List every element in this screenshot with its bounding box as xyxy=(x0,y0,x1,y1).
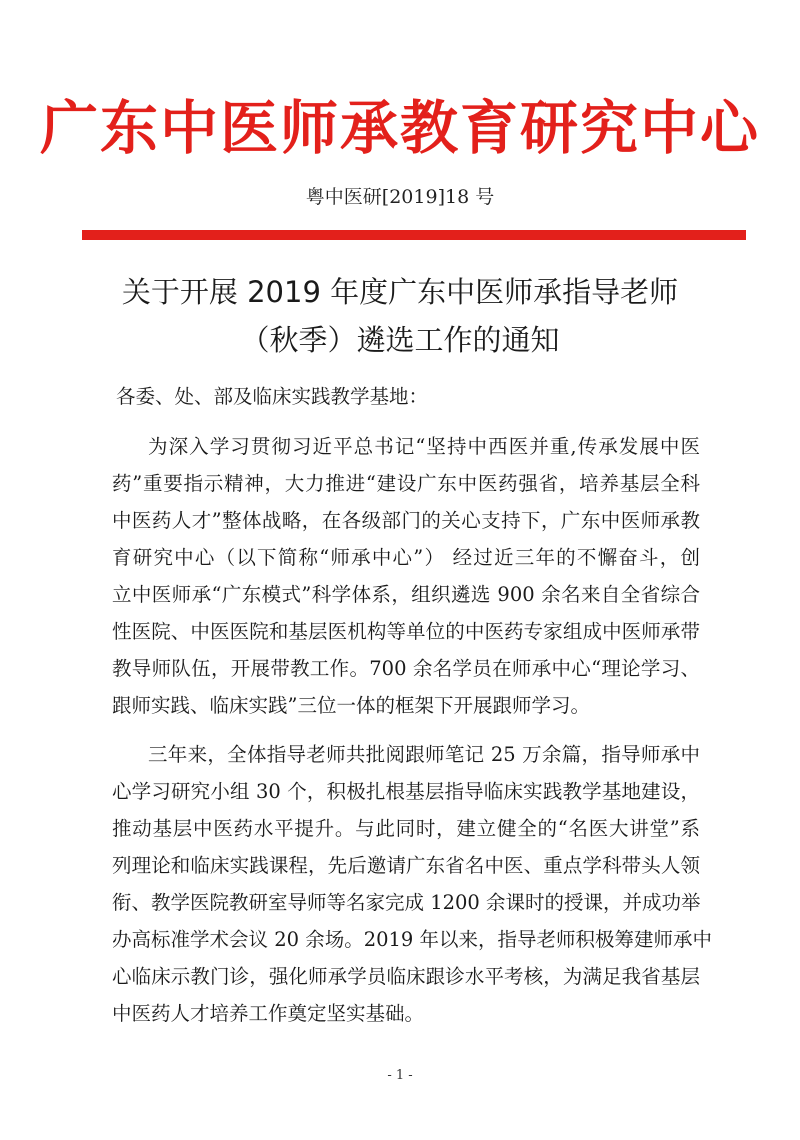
paragraph-line: 跟师实践、临床实践”三位一体的框架下开展跟师学习。 xyxy=(112,694,590,717)
salutation: 各委、处、部及临床实践教学基地： xyxy=(116,385,429,408)
paragraph-line: 心临床示教门诊，强化师承学员临床跟诊水平考核，为满足我省基层 xyxy=(112,965,700,988)
paragraph-line: 性医院、中医医院和基层医机构等单位的中医药专家组成中医师承带 xyxy=(112,620,700,643)
page-number: - 1 - xyxy=(387,1068,413,1083)
paragraph-line: 中医药人才”整体战略，在各级部门的关心支持下，广东中医师承教 xyxy=(112,509,700,532)
paragraph-line: 育研究中心（以下简称“师承中心”） 经过近三年的不懈奋斗，创 xyxy=(112,546,700,569)
paragraph-line: 为深入学习贯彻习近平总书记“坚持中西医并重,传承发展中医 xyxy=(148,435,700,458)
paragraph-line: 衔、教学医院教研室导师等名家完成 1200 余课时的授课，并成功举 xyxy=(112,891,701,914)
body-paragraph xyxy=(112,428,700,724)
paragraph-line: 三年来，全体指导老师共批阅跟师笔记 25 万余篇，指导师承中 xyxy=(148,743,700,766)
body-paragraph xyxy=(112,736,713,1032)
paragraph-line: 办高标准学术会议 20 余场。2019 年以来，指导老师积极筹建师承中 xyxy=(112,928,713,951)
paragraph-line: 列理论和临床实践课程，先后邀请广东省名中医、重点学科带头人领 xyxy=(112,854,700,877)
document-number: 粤中医研[2019]18 号 xyxy=(305,186,495,208)
notice-title-line: （秋季）遴选工作的通知 xyxy=(240,323,560,357)
paragraph-line: 药”重要指示精神，大力推进“建设广东中医药强省，培养基层全科 xyxy=(112,472,700,495)
notice-title xyxy=(60,268,740,364)
paragraph-line: 中医药人才培养工作奠定坚实基础。 xyxy=(112,1002,425,1025)
red-header-rule xyxy=(82,230,746,240)
notice-title-line: 关于开展 2019 年度广东中医师承指导老师 xyxy=(121,275,679,309)
paragraph-line: 教导师队伍，开展带教工作。700 余名学员在师承中心“理论学习、 xyxy=(112,657,700,680)
org-title: 广东中医师承教育研究中心 xyxy=(39,94,760,162)
paragraph-line: 心学习研究小组 30 个，积极扎根基层指导临床实践教学基地建设， xyxy=(112,780,700,803)
paragraph-line: 立中医师承“广东模式”科学体系，组织遴选 900 余名来自全省综合 xyxy=(112,583,700,606)
paragraph-line: 推动基层中医药水平提升。与此同时，建立健全的“名医大讲堂”系 xyxy=(112,817,700,840)
